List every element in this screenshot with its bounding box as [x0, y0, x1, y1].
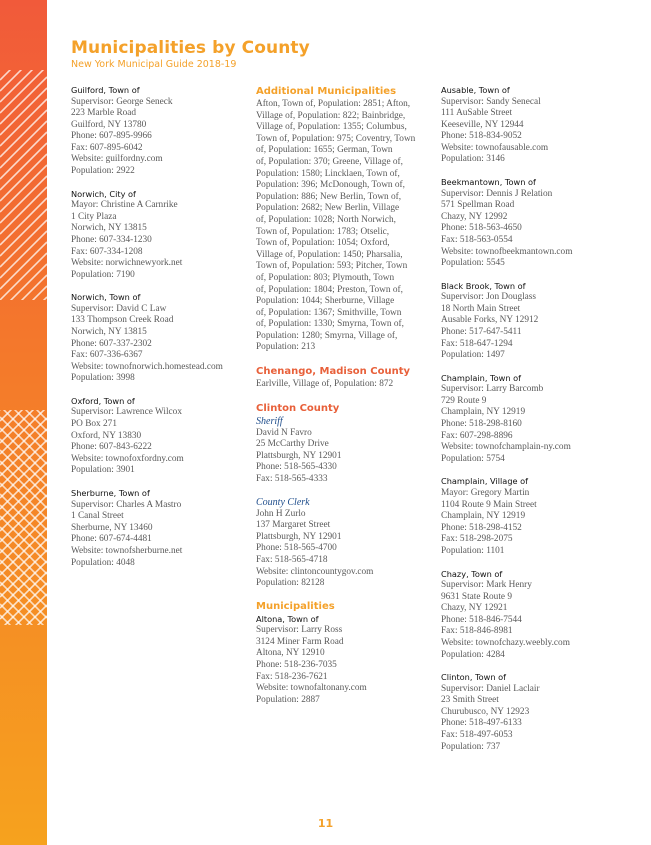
entry-detail-line: 23 Smith Street [441, 695, 499, 706]
detail-line: 137 Margaret Street [256, 520, 331, 531]
entry-detail-line: Fax: 518-846-8981 [441, 626, 513, 637]
entry-detail-line: Fax: 607-334-1208 [71, 246, 143, 257]
detail-line: Altona, NY 12910 [256, 648, 325, 659]
entry-detail-line: Mayor: Christine A Carnrike [71, 200, 178, 211]
entry-detail-line: Supervisor: Jon Douglass [441, 292, 537, 303]
entry-name: Chazy, Town of [441, 568, 503, 579]
entry-detail-line: Supervisor: Sandy Senecal [441, 96, 541, 107]
entry-detail-line: Ausable Forks, NY 12912 [441, 315, 539, 326]
detail-line: Phone: 518-565-4330 [256, 462, 337, 473]
entry-detail-line: Chazy, NY 12921 [441, 603, 508, 614]
entry-name: Guilford, Town of [71, 85, 140, 95]
detail-line: of, Population: 370; Greene, Village of, [256, 156, 403, 167]
entry-detail-line: Supervisor: Dennis J Relation [441, 188, 553, 199]
detail-line: Village of, Population: 1355; Columbus, [256, 122, 407, 133]
detail-line: Supervisor: Larry Ross [256, 625, 343, 636]
directory-entry [441, 672, 626, 753]
entry-detail-line: Oxford, NY 13830 [71, 430, 142, 441]
county-clerk-office-label: County Clerk [256, 496, 310, 508]
column-2 [256, 86, 428, 706]
entry-detail-line: 1 Canal Street [71, 511, 124, 522]
entry-detail-line: Norwich, NY 13815 [71, 223, 147, 234]
detail-line: 25 McCarthy Drive [256, 439, 329, 450]
entry-detail-line: Website: townofoxfordny.com [71, 453, 184, 464]
entry-detail-line: Supervisor: Mark Henry [441, 580, 532, 590]
detail-line: Population: 1044; Sherburne, Village [256, 296, 395, 307]
entry-detail-line: Population: 5754 [441, 453, 505, 464]
entry-detail-line: Phone: 518-834-9052 [441, 131, 522, 142]
page-title: Municipalities by County [71, 38, 310, 58]
entry-name: Norwich, City of [71, 188, 136, 199]
detail-line: of, Population: 1367; Smithville, Town [256, 307, 402, 318]
page-number: 11 [317, 817, 334, 830]
directory-entry [441, 373, 626, 466]
entry-detail-line: Population: 3901 [71, 465, 135, 476]
detail-line: Afton, Town of, Population: 2851; Afton, [256, 99, 411, 109]
entry-detail-line: 1104 Route 9 Main Street [441, 499, 537, 510]
detail-line: Phone: 518-565-4700 [256, 543, 337, 554]
entry-detail-line: Supervisor: George Seneck [71, 96, 173, 107]
entry-detail-line: Churubusco, NY 12923 [441, 706, 530, 717]
detail-line: of, Population: 1655; German, Town [256, 145, 393, 156]
entry-detail-line: Fax: 607-336-6367 [71, 350, 143, 361]
entry-detail-line: 571 Spellman Road [441, 200, 515, 211]
entry-name: Black Brook, Town of [441, 280, 526, 291]
detail-line: Population: 1580; Lincklaen, Town of, [256, 168, 400, 179]
municipalities-heading: Municipalities [256, 600, 335, 612]
detail-line: Fax: 518-236-7621 [256, 671, 328, 682]
entry-name: Champlain, Village of [441, 476, 529, 487]
detail-line: Town of, Population: 975; Coventry, Town [256, 133, 416, 144]
entry-detail-line: Fax: 518-298-2075 [441, 534, 513, 545]
entry-detail-line: Website: guilfordny.com [71, 154, 163, 165]
altona-details [256, 625, 428, 706]
detail-line: Town of, Population: 1054; Oxford, [256, 238, 390, 249]
clinton-county-heading: Clinton County [256, 402, 340, 414]
entry-detail-line: Fax: 607-298-8896 [441, 430, 513, 441]
entry-detail-line: Website: townofchamplain-ny.com [441, 442, 571, 453]
detail-line: of, Population: 803; Plymouth, Town [256, 272, 395, 283]
entry-detail-line: Population: 737 [441, 741, 501, 752]
column-1 [71, 85, 246, 580]
detail-line: Population: 82128 [256, 578, 325, 589]
detail-line: Plattsburgh, NY 12901 [256, 450, 342, 461]
entry-detail-line: Norwich, NY 13815 [71, 327, 147, 337]
entry-detail-line: Phone: 607-337-2302 [71, 338, 152, 349]
entry-detail-line: Sherburne, NY 13460 [71, 522, 153, 533]
entry-detail-line: 18 North Main Street [441, 303, 521, 314]
entry-detail-line: Supervisor: Charles A Mastro [71, 499, 182, 510]
entry-name: Champlain, Town of [441, 372, 522, 383]
detail-line: Population: 213 [256, 342, 316, 353]
entry-detail-line: Website: townofbeekmantown.com [441, 246, 573, 257]
entry-name: Sherburne, Town of [71, 488, 150, 499]
detail-line: Website: townofaltonany.com [256, 683, 367, 694]
entry-detail-line: 9631 State Route 9 [441, 591, 513, 602]
entry-detail-line: Population: 2922 [71, 166, 135, 177]
detail-line: Fax: 518-565-4718 [256, 555, 328, 565]
entry-detail-line: Phone: 518-563-4650 [441, 223, 522, 234]
entry-detail-line: 729 Route 9 [441, 395, 487, 406]
directory-entry [71, 488, 246, 569]
detail-line: Village of, Population: 822; Bainbridge, [256, 110, 406, 121]
detail-line: Plattsburgh, NY 12901 [256, 531, 342, 542]
directory-entry [441, 177, 626, 270]
directory-entry [71, 292, 246, 385]
entry-detail-line: Phone: 518-298-8160 [441, 419, 522, 430]
entry-detail-line: Phone: 518-298-4152 [441, 522, 522, 533]
crosshatch-pattern [0, 0, 47, 845]
entry-detail-line: Mayor: Gregory Martin [441, 487, 530, 498]
directory-entry [441, 85, 626, 166]
detail-line: of, Population: 1804; Preston, Town of, [256, 284, 403, 295]
entry-detail-line: PO Box 271 [71, 419, 117, 430]
chenango-madison-text: Earlville, Village of, Population: 872 [256, 379, 394, 390]
entry-name: Norwich, Town of [71, 292, 141, 303]
entry-detail-line: Population: 4048 [71, 557, 135, 568]
entry-detail-line: Population: 1497 [441, 350, 505, 361]
entry-detail-line: Guilford, NY 13780 [71, 119, 147, 130]
entry-detail-line: 1 City Plaza [71, 211, 117, 222]
entry-detail-line: Website: townofausable.com [441, 142, 549, 153]
entry-detail-line: Phone: 518-846-7544 [441, 614, 522, 625]
additional-municipalities-text [256, 99, 428, 354]
detail-line: of, Population: 1330; Smyrna, Town of, [256, 319, 404, 330]
sheriff-office-label: Sheriff [256, 415, 283, 427]
entry-name: Beekmantown, Town of [441, 177, 536, 188]
detail-line: Phone: 518-236-7035 [256, 660, 337, 671]
directory-entry [71, 396, 246, 477]
entry-detail-line: Supervisor: David C Law [71, 303, 167, 314]
entry-detail-line: 133 Thompson Creek Road [71, 315, 174, 326]
entry-detail-line: Fax: 518-497-6053 [441, 730, 513, 741]
entry-detail-line: Website: townofchazy.weebly.com [441, 637, 570, 648]
column-3 [441, 85, 626, 764]
entry-detail-line: Phone: 607-843-6222 [71, 442, 152, 453]
detail-line: Village of, Population: 1450; Pharsalia, [256, 249, 403, 260]
entry-detail-line: Phone: 518-497-6133 [441, 718, 522, 729]
entry-detail-line: Website: norwichnewyork.net [71, 258, 183, 269]
detail-line: Population: 2682; New Berlin, Village [256, 203, 400, 214]
page-subtitle: New York Municipal Guide 2018-19 [71, 59, 237, 70]
entry-detail-line: Population: 1101 [441, 545, 505, 556]
directory-entry [441, 569, 626, 662]
entry-detail-line: Population: 7190 [71, 269, 135, 280]
entry-detail-line: Fax: 518-563-0554 [441, 234, 513, 245]
directory-entry [441, 281, 626, 362]
entry-detail-line: Phone: 607-674-4481 [71, 534, 152, 545]
decorative-side-band [0, 0, 47, 845]
entry-detail-line: Population: 3998 [71, 373, 135, 384]
sheriff-details [256, 428, 428, 486]
directory-entry [71, 189, 246, 282]
entry-detail-line: 111 AuSable Street [441, 108, 513, 119]
entry-detail-line: Fax: 518-647-1294 [441, 338, 513, 349]
entry-detail-line: Phone: 607-334-1230 [71, 234, 152, 245]
detail-line: Website: clintoncountygov.com [256, 566, 374, 577]
entry-detail-line: Champlain, NY 12919 [441, 511, 526, 522]
detail-line: Town of, Population: 1783; Otselic, [256, 226, 390, 237]
entry-detail-line: Population: 3146 [441, 154, 505, 165]
detail-line: Town of, Population: 593; Pitcher, Town [256, 261, 408, 272]
directory-entry [71, 85, 246, 178]
entry-detail-line: Website: townofnorwich.homestead.com [71, 361, 223, 372]
entry-detail-line: Population: 5545 [441, 258, 505, 269]
entry-detail-line: Website: townofsherburne.net [71, 545, 183, 556]
detail-line: 3124 Miner Farm Road [256, 636, 344, 647]
entry-detail-line: Keeseville, NY 12944 [441, 119, 524, 130]
detail-line: Population: 396; McDonough, Town of, [256, 180, 405, 191]
entry-name: Oxford, Town of [71, 395, 135, 406]
detail-line: Fax: 518-565-4333 [256, 474, 328, 485]
entry-detail-line: Chazy, NY 12992 [441, 211, 508, 222]
entry-detail-line: Phone: 607-895-9966 [71, 131, 152, 142]
entry-detail-line: Phone: 517-647-5411 [441, 327, 522, 337]
entry-detail-line: Champlain, NY 12919 [441, 407, 526, 418]
detail-line: John H Zurlo [256, 508, 306, 519]
detail-line: Population: 886; New Berlin, Town of, [256, 191, 402, 202]
entry-detail-line: Fax: 607-895-6042 [71, 142, 143, 153]
directory-entry [441, 476, 626, 557]
detail-line: David N Favro [256, 427, 312, 438]
chenango-madison-county-heading: Chenango, Madison County [256, 366, 410, 378]
entry-detail-line: Population: 4284 [441, 649, 505, 660]
entry-detail-line: Supervisor: Daniel Laclair [441, 683, 540, 694]
additional-municipalities-heading: Additional Municipalities [256, 86, 397, 97]
altona-entry-name: Altona, Town of [256, 613, 319, 624]
entry-name: Clinton, Town of [441, 672, 507, 683]
entry-detail-line: 223 Marble Road [71, 108, 137, 119]
entry-detail-line: Supervisor: Lawrence Wilcox [71, 407, 182, 418]
county-clerk-details [256, 509, 428, 590]
entry-detail-line: Supervisor: Larry Barcomb [441, 384, 544, 395]
detail-line: Population: 1280; Smyrna, Village of, [256, 330, 398, 341]
entry-name: Ausable, Town of [441, 85, 510, 95]
detail-line: Population: 2887 [256, 694, 320, 705]
detail-line: of, Population: 1028; North Norwich, [256, 214, 396, 225]
